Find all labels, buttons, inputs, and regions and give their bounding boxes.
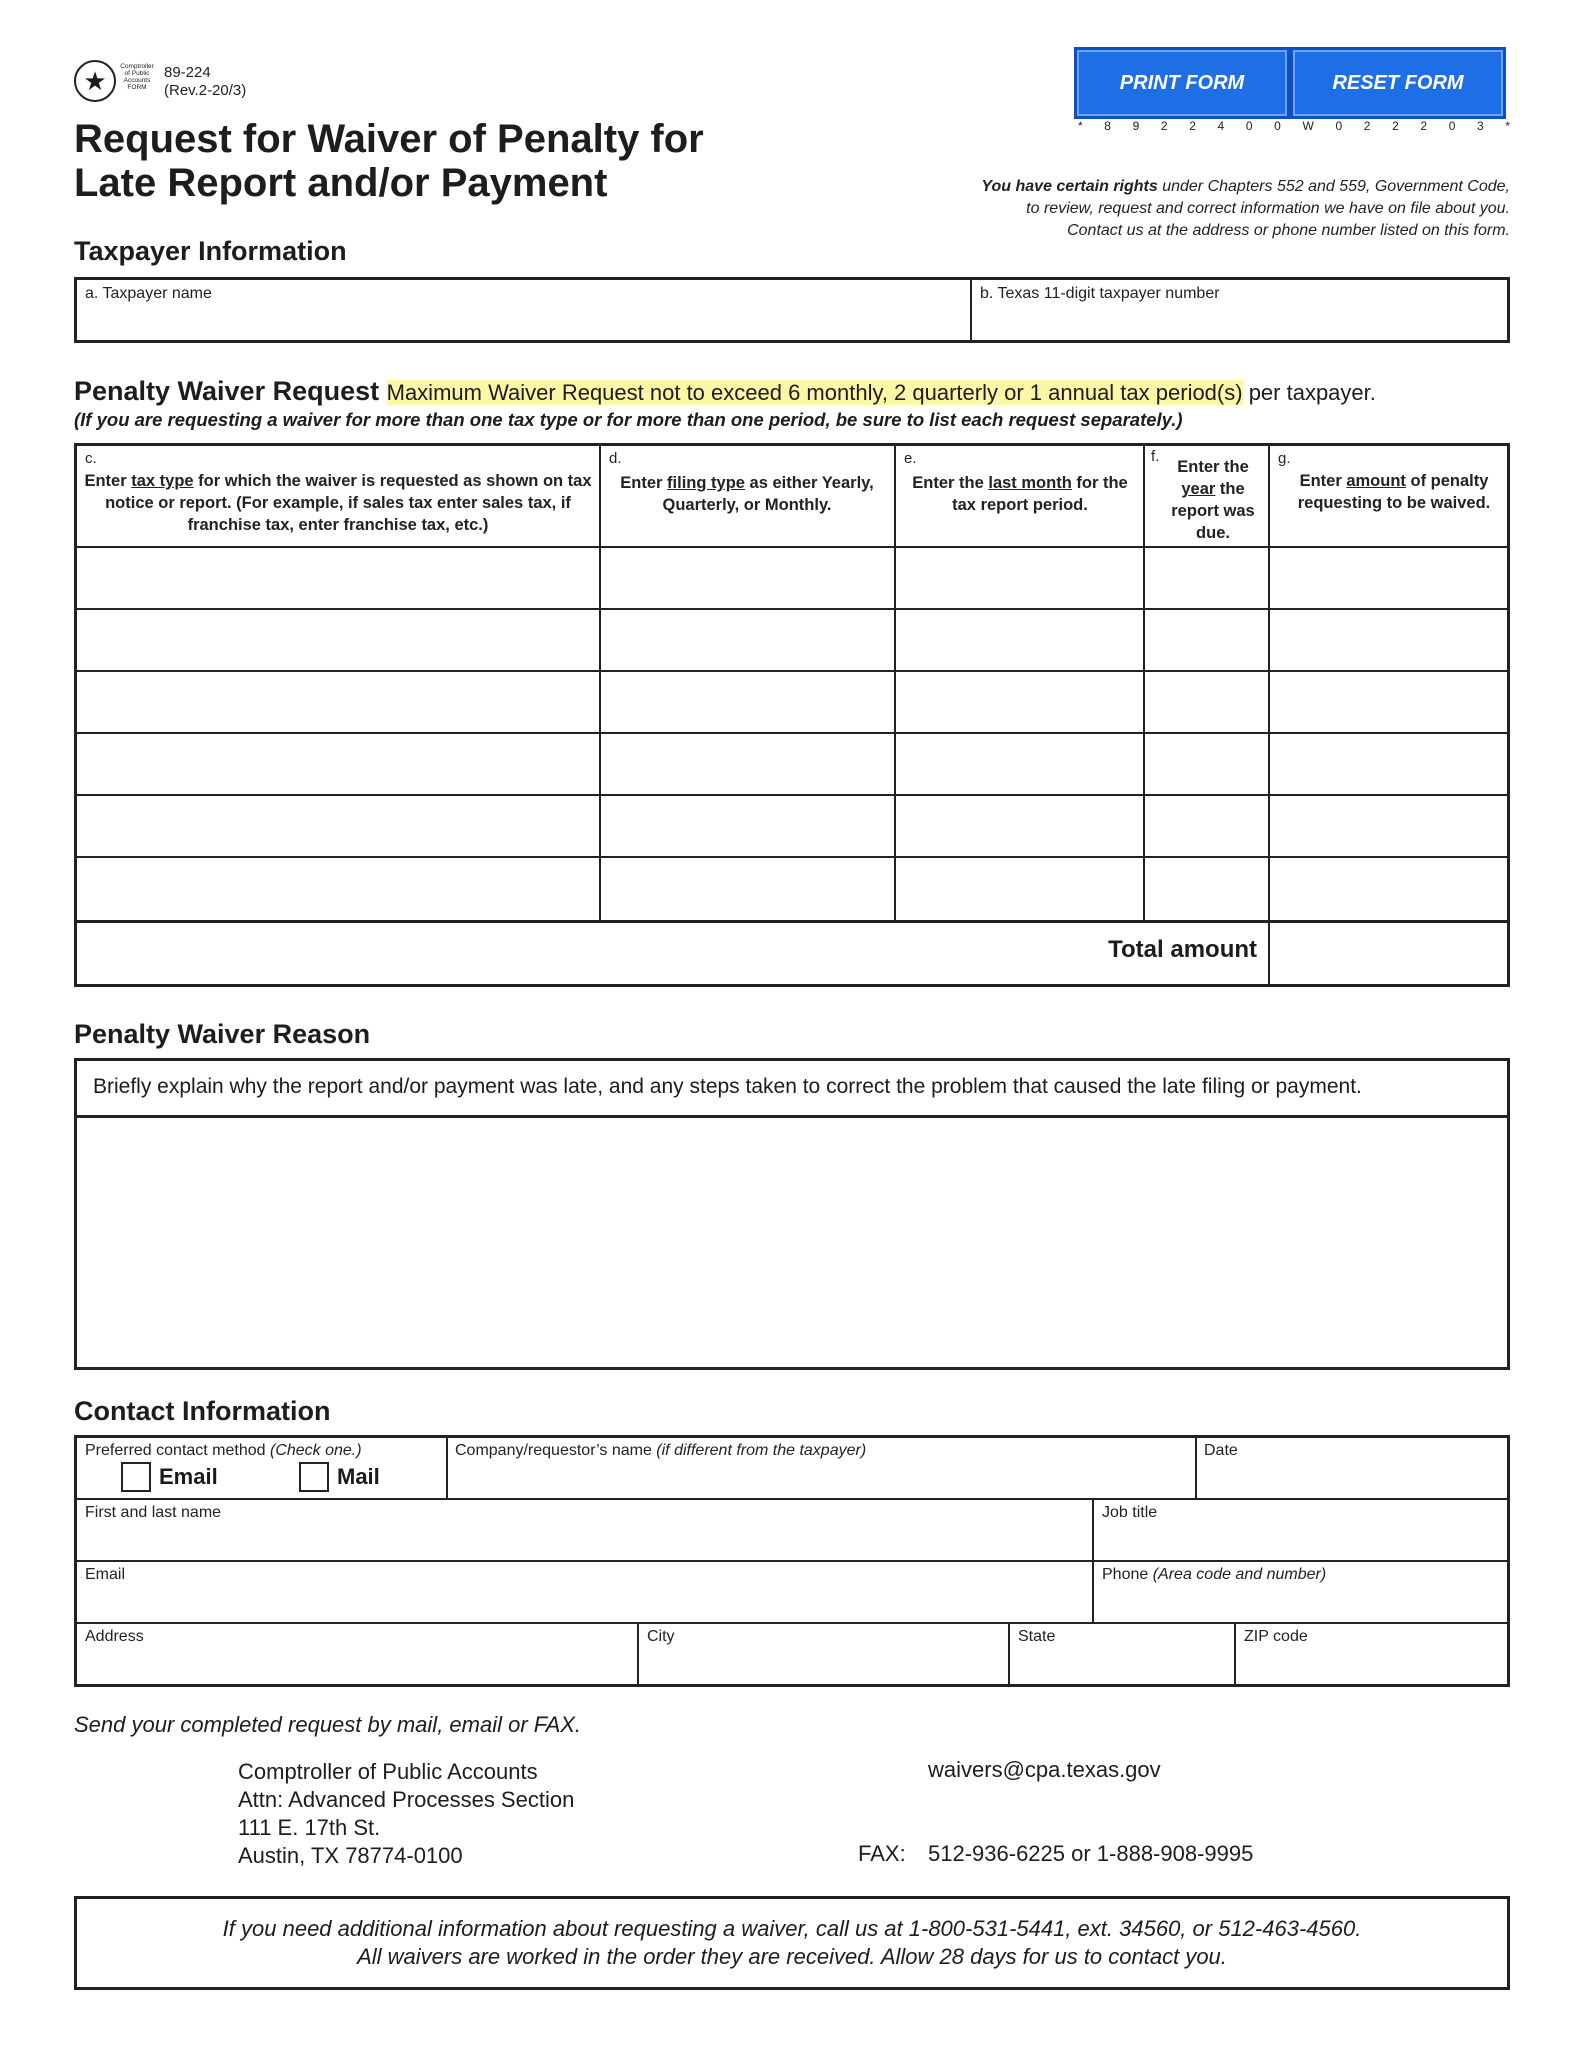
fax-numbers: 512-936-6225 or 1-888-908-9995 (928, 1841, 1254, 1866)
year-due-field[interactable] (1145, 610, 1268, 670)
email-checkbox[interactable] (121, 1462, 151, 1492)
city-label: City (647, 1628, 675, 1645)
total-amount-field[interactable] (1270, 923, 1507, 984)
additional-info-line-1: If you need additional information about requesting a waiver, call us at 1-800-531-5441, ext. 34560, or 512-463-4560. (222, 1916, 1362, 1941)
rights-line-3: Contact us at the address or phone number listed on this form. (1067, 222, 1510, 239)
rights-line-2: to review, request and correct information we have on file about you. (1026, 200, 1510, 217)
tax-type-field[interactable] (77, 610, 599, 670)
contact-info-heading: Contact Information (74, 1396, 331, 1426)
last-month-field[interactable] (896, 734, 1143, 794)
col-f-header: Enter the year the report was due. (1171, 458, 1255, 542)
tax-type-field[interactable] (77, 858, 599, 918)
zip-label: ZIP code (1244, 1628, 1308, 1645)
email-option[interactable] (121, 1462, 218, 1492)
company-name-label: Company/requestor’s name (if different from the taxpayer) (455, 1442, 867, 1459)
waiver-reason-textarea[interactable] (77, 1118, 1507, 1367)
filing-type-field[interactable] (601, 672, 894, 732)
heading-tail: per taxpayer. (1242, 380, 1376, 405)
barcode-char: 4 (1217, 119, 1225, 133)
mailing-address (238, 1758, 574, 1870)
form-number: 89-224 (164, 64, 211, 81)
last-month-field[interactable] (896, 858, 1143, 918)
mail-option[interactable] (299, 1462, 380, 1492)
city-field[interactable] (639, 1646, 1007, 1684)
waiver-table (74, 443, 1510, 987)
mail-checkbox[interactable] (299, 1462, 329, 1492)
form-revision: (Rev.2-20/3) (164, 82, 247, 99)
mail-option-label: Mail (337, 1464, 380, 1489)
page-title (74, 117, 704, 205)
reset-form-button[interactable]: RESET FORM (1290, 47, 1506, 119)
privacy-rights-notice (880, 176, 1510, 242)
taxpayer-info-box (74, 277, 1510, 343)
comptroller-seal-icon: ★ (74, 60, 116, 102)
phone-label: Phone (Area code and number) (1102, 1566, 1327, 1583)
barcode-char: 2 (1363, 119, 1371, 133)
col-f-letter: f. (1151, 448, 1160, 465)
tax-type-field[interactable] (77, 796, 599, 856)
penalty-amount-field[interactable] (1270, 734, 1507, 794)
company-name-field[interactable] (448, 1460, 1193, 1496)
year-due-field[interactable] (1145, 858, 1268, 918)
tax-type-field[interactable] (77, 672, 599, 732)
state-label: State (1018, 1628, 1056, 1645)
taxpayer-name-field[interactable] (77, 280, 970, 340)
zip-field[interactable] (1236, 1646, 1507, 1684)
year-due-field[interactable] (1145, 548, 1268, 608)
col-e-letter: e. (904, 450, 917, 467)
fax-label: FAX: (858, 1841, 906, 1866)
state-field[interactable] (1010, 1646, 1233, 1684)
year-due-field[interactable] (1145, 796, 1268, 856)
col-e-header: Enter the last month for the tax report period. (912, 474, 1128, 514)
waiver-reason-box (74, 1058, 1510, 1370)
barcode-char: 3 (1477, 119, 1484, 133)
title-line-2: Late Report and/or Payment (74, 161, 608, 205)
col-d-letter: d. (609, 450, 622, 467)
taxpayer-name-label: a. Taxpayer name (85, 285, 212, 302)
waiver-request-heading-line (74, 376, 1376, 407)
penalty-amount-field[interactable] (1270, 610, 1507, 670)
total-amount-label: Total amount (1108, 936, 1257, 963)
address-line-3: 111 E. 17th St. (238, 1815, 381, 1840)
last-month-field[interactable] (896, 610, 1143, 670)
col-c-letter: c. (85, 450, 97, 467)
barcode-char: 2 (1420, 119, 1428, 133)
filing-type-field[interactable] (601, 548, 894, 608)
year-due-field[interactable] (1145, 734, 1268, 794)
penalty-amount-field[interactable] (1270, 672, 1507, 732)
barcode-char: 0 (1448, 119, 1456, 133)
title-line-1: Request for Waiver of Penalty for (74, 117, 704, 161)
job-title-field[interactable] (1094, 1522, 1507, 1558)
form-number-block (164, 64, 246, 100)
full-name-field[interactable] (77, 1522, 1091, 1558)
barcode-char: * (1078, 119, 1083, 133)
waiver-reason-prompt: Briefly explain why the report and/or payment was late, and any steps taken to correct the problem that caused the late filing or payment. (93, 1075, 1362, 1098)
tax-type-field[interactable] (77, 548, 599, 608)
barcode-char: 0 (1335, 119, 1343, 133)
max-waiver-highlight: Maximum Waiver Request not to exceed 6 monthly, 2 quarterly or 1 annual tax period(s) (386, 380, 1243, 405)
filing-type-field[interactable] (601, 796, 894, 856)
filing-type-field[interactable] (601, 734, 894, 794)
address-line-2: Attn: Advanced Processes Section (238, 1787, 575, 1812)
taxpayer-number-field[interactable] (972, 280, 1507, 340)
col-c-header: Enter tax type for which the waiver is requested as shown on tax notice or report. (For example, if sales tax enter sales tax, if franchise tax, enter franchise tax, etc.) (84, 472, 592, 534)
waiver-reason-heading: Penalty Waiver Reason (74, 1019, 371, 1049)
email-label: Email (85, 1566, 126, 1583)
tax-type-field[interactable] (77, 734, 599, 794)
barcode-char: 2 (1189, 119, 1196, 133)
last-month-field[interactable] (896, 548, 1143, 608)
barcode-char: 0 (1245, 119, 1253, 133)
taxpayer-info-heading: Taxpayer Information (74, 236, 347, 266)
taxpayer-number-label: b. Texas 11-digit taxpayer number (980, 285, 1220, 302)
address-line-1: Comptroller of Public Accounts (238, 1759, 538, 1784)
barcode-char: 0 (1274, 119, 1281, 133)
preferred-contact-label: Preferred contact method (Check one.) (85, 1442, 362, 1459)
barcode-char: 2 (1392, 119, 1399, 133)
barcode-char: 8 (1104, 119, 1111, 133)
col-d-header: Enter filing type as either Yearly, Quarterly, or Monthly. (620, 474, 874, 514)
barcode-char: 9 (1132, 119, 1140, 133)
email-option-label: Email (159, 1464, 218, 1489)
seal-caption: Comptroller of Public Accounts FORM (120, 63, 154, 91)
contact-info-box (74, 1435, 1510, 1687)
col-g-header: Enter amount of penalty requesting to be waived. (1297, 472, 1491, 512)
print-form-button[interactable]: PRINT FORM (1074, 47, 1290, 119)
penalty-amount-field[interactable] (1270, 858, 1507, 918)
last-month-field[interactable] (896, 796, 1143, 856)
date-field[interactable] (1197, 1460, 1507, 1496)
rights-bold: You have certain rights (981, 178, 1158, 195)
date-label: Date (1204, 1442, 1238, 1459)
separate-request-note: (If you are requesting a waiver for more than one tax type or for more than one period, be sure to list each request separately.) (74, 409, 1183, 430)
barcode-text (1078, 119, 1510, 133)
address-field[interactable] (77, 1646, 636, 1684)
job-title-label: Job title (1102, 1504, 1158, 1521)
last-month-field[interactable] (896, 672, 1143, 732)
additional-info-box (74, 1896, 1510, 1990)
penalty-amount-field[interactable] (1270, 548, 1507, 608)
waiver-request-heading: Penalty Waiver Request (74, 376, 380, 406)
waiver-email-link[interactable]: waivers@cpa.texas.gov (928, 1757, 1161, 1782)
filing-type-field[interactable] (601, 610, 894, 670)
email-field[interactable] (77, 1584, 1091, 1620)
year-due-field[interactable] (1145, 672, 1268, 732)
col-g-letter: g. (1278, 450, 1291, 467)
rights-line-1: under Chapters 552 and 559, Government Code, (1157, 178, 1510, 195)
full-name-label: First and last name (85, 1504, 222, 1521)
phone-field[interactable] (1094, 1584, 1507, 1620)
address-line-4: Austin, TX 78774-0100 (238, 1843, 463, 1868)
filing-type-field[interactable] (601, 858, 894, 918)
send-instruction: Send your completed request by mail, email or FAX. (74, 1712, 582, 1737)
address-label: Address (85, 1628, 144, 1645)
barcode-char: W (1302, 119, 1314, 133)
barcode-char: * (1505, 119, 1510, 133)
penalty-amount-field[interactable] (1270, 796, 1507, 856)
barcode-char: 2 (1160, 119, 1168, 133)
additional-info-line-2: All waivers are worked in the order they are received. Allow 28 days for us to contact you. (357, 1944, 1227, 1969)
